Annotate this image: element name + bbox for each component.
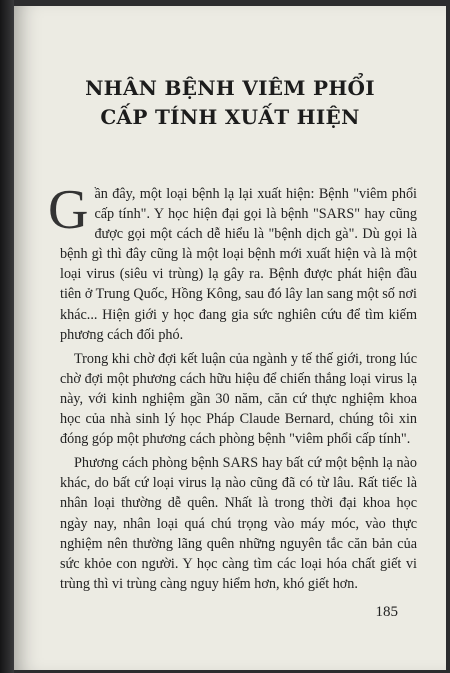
chapter-title-line-2: CẤP TÍNH XUẤT HIỆN xyxy=(100,105,360,129)
book-spine-shadow xyxy=(0,0,14,673)
paragraph-3: Phương cách phòng bệnh SARS hay bất cứ một bệnh lạ nào khác, do bất cứ loại virus lạ nào cũng đã có từ lâu. Rất tiếc là nhân loại thường dễ quên. Nhất là trong thời đại khoa học ngày nay, nhân loại quá chú trọng vào máy móc, vào thực nghiệm nên thường lãng quên những nguyên tắc căn bản của sức khỏe con người. Y học càng tìm các loại hóa chất giết vi trùng thì vi trùng càng nguy hiểm hơn, khó giết hơn. xyxy=(60,455,417,592)
paragraph-2: Trong khi chờ đợi kết luận của ngành y tế thế giới, trong lúc chờ đợi một phương cách hữu hiệu để chiến thắng loại virus lạ này, với kinh nghiệm gần 30 năm, căn cứ thực nghiệm khoa học của nhà sinh lý học Pháp Claude Bernard, chúng tôi xin đóng góp một phương cách phòng bệnh "viêm phổi cấp tính". xyxy=(60,350,417,448)
paragraph-1-text: ần đây, một loại bệnh lạ lại xuất hiện: Bệnh "viêm phổi cấp tính". Y học hiện đại gọi là bệnh "SARS" hay cũng được gọi một cách dễ hiểu là "bệnh dịch gà". Dù gọi là bệnh gì thì đây cũng là một loại bệnh mới xuất hiện và là một loại virus (siêu vi trùng) lạ gây ra. Bệnh được phát hiện đầu tiên ở Trung Quốc, Hồng Kông, sau đó lây lan sang một số nơi khác... Hiện giới y học đang gia sức nghiên cứu để tìm kiếm phương cách đối phó. xyxy=(60,186,417,343)
paragraph-1 xyxy=(48,179,417,345)
body-text xyxy=(48,179,417,598)
chapter-title-line-1: NHÂN BỆNH VIÊM PHỔI xyxy=(85,76,375,100)
chapter-title xyxy=(14,74,446,132)
book-page xyxy=(14,6,446,670)
page-number: 185 xyxy=(375,604,398,620)
drop-cap: G xyxy=(48,179,89,241)
